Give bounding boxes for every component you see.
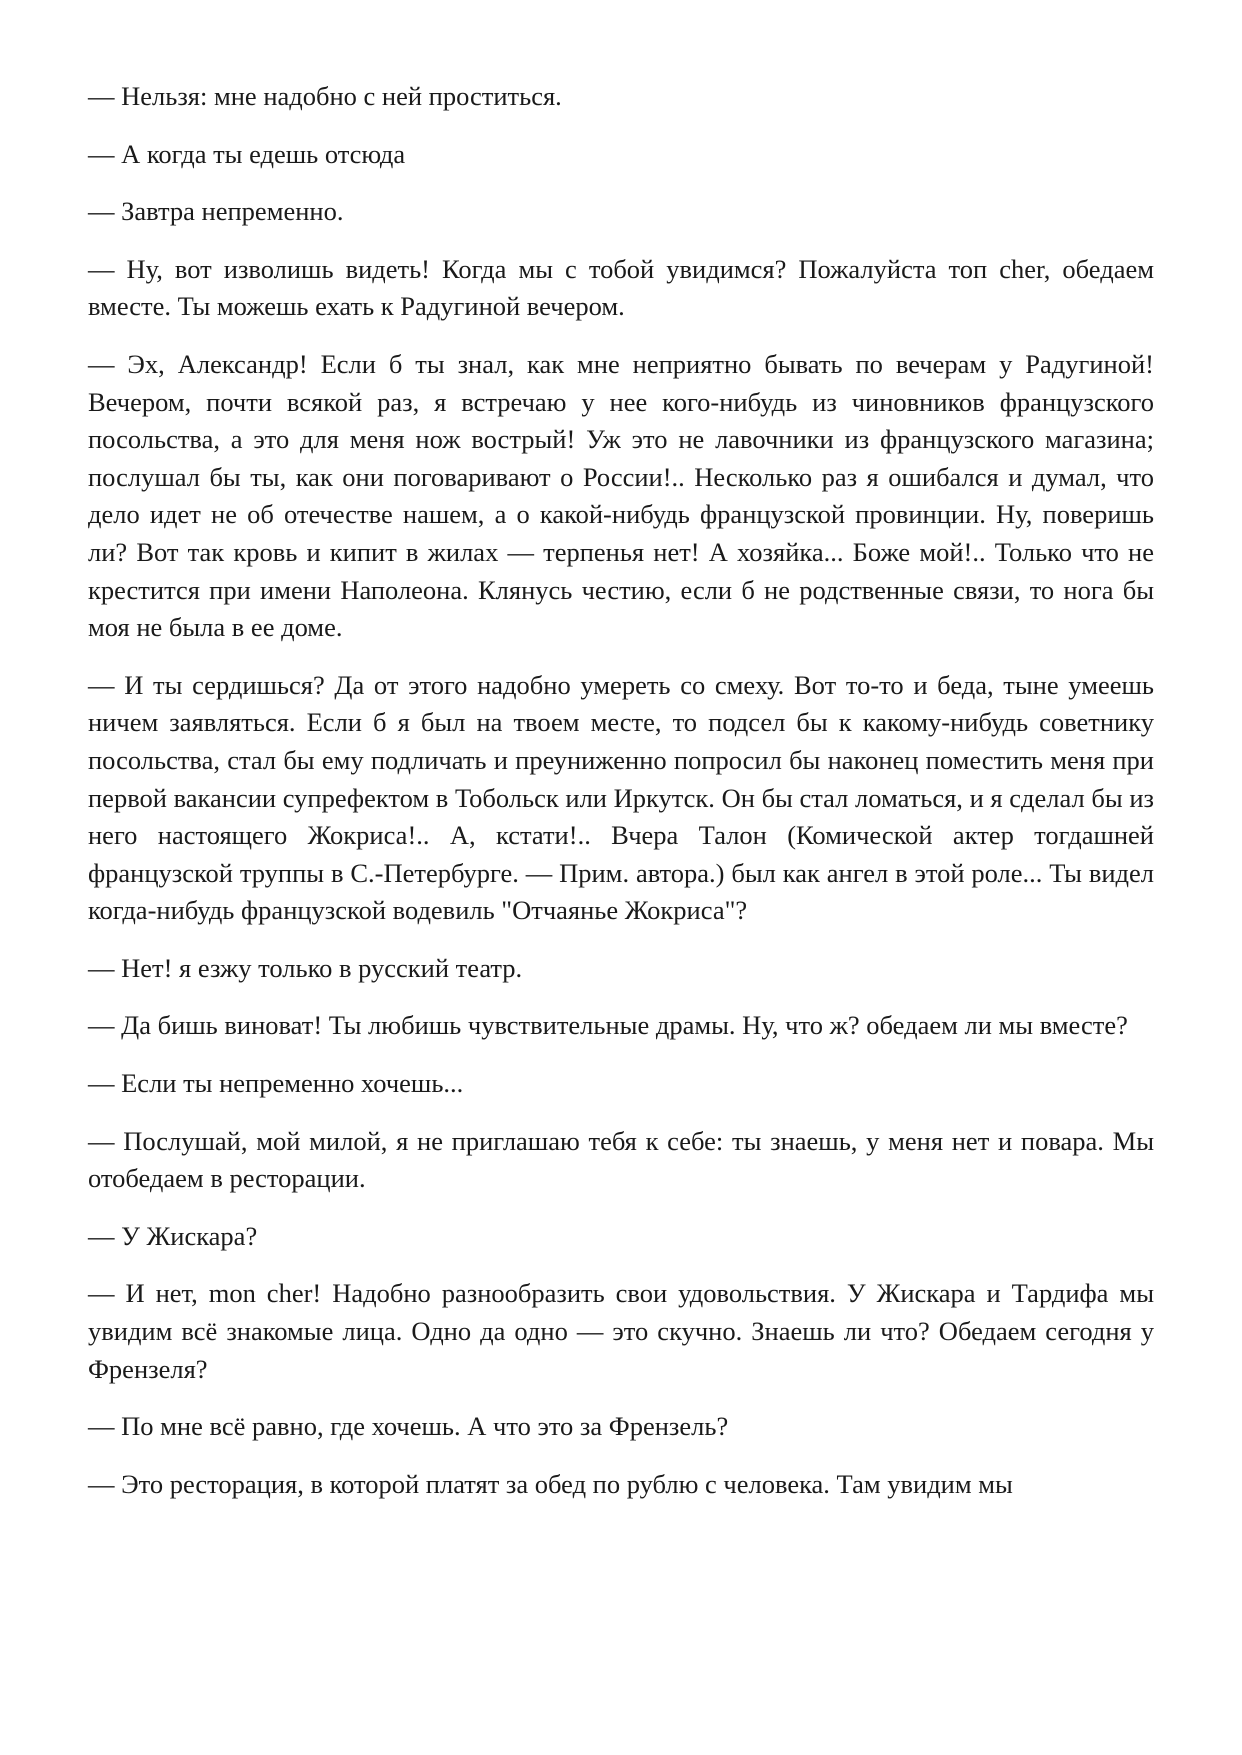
paragraph-4: — Ну, вот изволишь видеть! Когда мы с тобой увидимся? Пожалуйста топ cher, обедаем вместе. Ты можешь ехать к Радугиной вечером. <box>88 253 1154 322</box>
document-page <box>88 78 1154 1523</box>
paragraph-12: — И нет, mon cher! Надобно разнообразить свои удовольствия. У Жискара и Тардифа мы увидим всё знакомые лица. Одно да одно — это скучно. Знаешь ли что? Обедаем сегодня у Френзеля? <box>88 1278 1154 1384</box>
paragraph-9: — Если ты непременно хочешь... <box>88 1068 464 1099</box>
paragraph-7: — Нет! я езжу только в русский театр. <box>88 952 523 983</box>
paragraph-2: — А когда ты едешь отсюда <box>88 138 406 169</box>
paragraph-11: — У Жискара? <box>88 1220 258 1251</box>
paragraph-14: — Это ресторация, в которой платят за обед по рублю с человека. Там увидим мы <box>88 1468 1013 1499</box>
paragraph-13: — По мне всё равно, где хочешь. А что это за Френзель? <box>88 1411 729 1442</box>
paragraph-8: — Да бишь виноват! Ты любишь чувствительные драмы. Ну, что ж? обедаем ли мы вместе? <box>88 1010 1128 1041</box>
paragraph-10: — Послушай, мой милой, я не приглашаю тебя к себе: ты знаешь, у меня нет и повара. Мы отобедаем в ресторации. <box>88 1125 1154 1194</box>
paragraph-1: — Нельзя: мне надобно с ней проститься. <box>88 81 562 111</box>
paragraph-5: — Эх, Александр! Если б ты знал, как мне неприятно бывать по вечерам у Радугиной! Вечером, почти всякой раз, я встречаю у нее кого-нибудь из чиновников французского посольства, а это для меня нож вострый! Уж это не лавочники из французского магазина; послушал бы ты, как они поговаривают о России!.. Несколько раз я ошибался и думал, что дело идет не об отечестве нашем, а о какой-нибудь французской провинции. Ну, поверишь ли? Вот так кровь и кипит в жилах — терпенья нет! А хозяйка... Боже мой!.. Только что не крестится при имени Наполеона. Клянусь честию, если б не родственные связи, то нога бы моя не была в ее доме. <box>88 348 1154 643</box>
paragraph-3: — Завтра непременно. <box>88 196 344 227</box>
paragraph-6: — И ты сердишься? Да от этого надобно умереть со смеху. Вот то-то и беда, тыне умеешь ничем заявляться. Если б я был на твоем месте, то подсел бы к какому-нибудь советнику посольства, стал бы ему подличать и преуниженно попросил бы наконец поместить меня при первой вакансии супрефектом в Тобольск или Иркутск. Он бы стал ломаться, и я сделал бы из него настоящего Жокриса!.. А, кстати!.. Вчера Талон (Комической актер тогдашней французской труппы в С.-Петербурге. — Прим. автора.) был как ангел в этой роле... Ты видел когда-нибудь французской водевиль "Отчаянье Жокриса"? <box>88 669 1154 926</box>
